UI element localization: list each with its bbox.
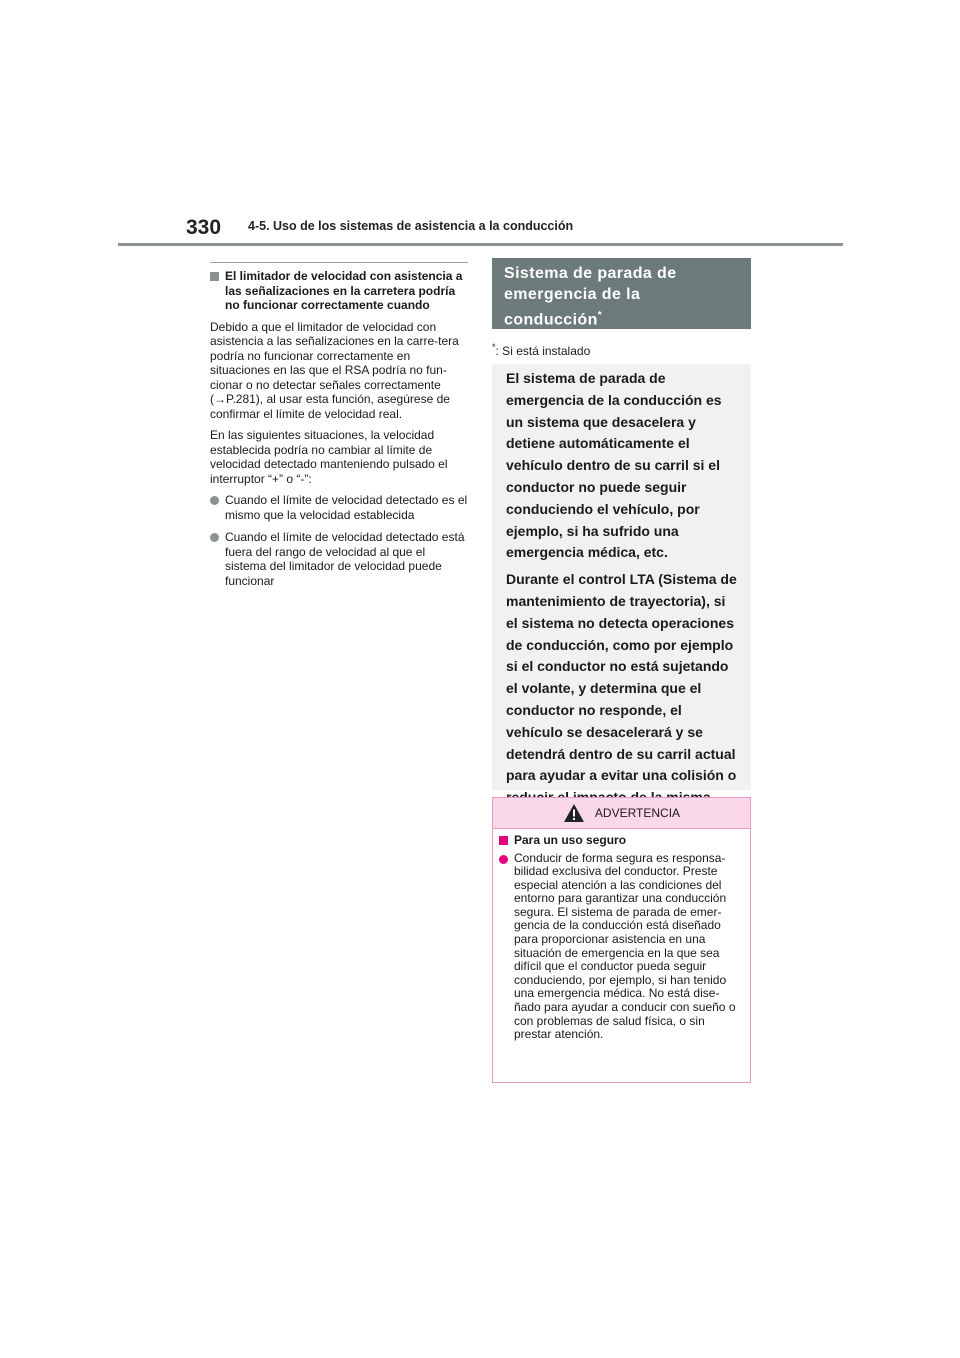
footnote-mark: * [597, 310, 603, 321]
square-marker-icon [210, 272, 219, 281]
sub-heading [210, 269, 468, 313]
warning-bullet [499, 852, 740, 1042]
left-top-rule [210, 262, 468, 263]
intro-box [492, 364, 751, 790]
intro-paragraph: Durante el control LTA (Sistema de mantenimiento de trayectoria), si el sistema no detecta operaciones de conducción, como por ejemplo si el conductor no está sujetando el volante, y determina que el conductor no responde, el vehículo se desacelerará y se detendrá dentro de su carril actual para ayudar a evitar una colisión o [506, 571, 737, 784]
warning-triangle-icon [563, 803, 585, 823]
bullet-item [210, 493, 468, 522]
page-number: 330 [186, 216, 222, 239]
bullet-dot-icon [210, 496, 219, 505]
section-title: 4-5. Uso de los sistemas de asistencia a la conducción [248, 219, 574, 233]
bullet-item [210, 530, 468, 588]
sub-heading-text: El limitador de velocidad con asistencia a las señalizaciones en la carretera podría no funcionar correctamente cuando [225, 269, 463, 312]
bullet-text: Cuando el límite de velocidad detectado está fuera del rango de velocidad al que el sistema del limitador de velocidad puede funcionar [225, 530, 465, 588]
bullet-dot-icon [210, 533, 219, 542]
footnote [492, 342, 590, 358]
square-marker-icon [499, 836, 508, 845]
header-rule [118, 243, 843, 246]
bullet-dot-icon [499, 855, 508, 864]
warning-subheading [499, 833, 740, 848]
warning-box [492, 797, 751, 1083]
bullet-text: Cuando el límite de velocidad detectado es el mismo que la velocidad establecida [225, 493, 468, 522]
footnote-text: : Si está instalado [495, 344, 591, 358]
section-heading: Sistema de parada de emergencia de la conducción [504, 265, 677, 329]
paragraph: En las siguientes situaciones, la velocidad establecida podría no cambiar al límite de velocidad detectado manteniendo pulsado el interruptor “+” o “-”: [210, 428, 448, 486]
intro-paragraph: El sistema de parada de emergencia de la conducción es un sistema que desacelera y detiene automáticamente el vehículo dentro de su carril si el conductor no puede seguir conduciendo el vehículo, por ejemplo, si ha sufrido una emergencia médica, etc. [506, 370, 722, 561]
section-heading-box [492, 258, 751, 329]
footnote-mark: * [492, 342, 496, 352]
warning-subheading-text: Para un uso seguro [514, 833, 627, 847]
warning-bullet-text: Conducir de forma segura es responsa-bilidad exclusiva del conductor. Preste especial atención a las condiciones del entorno para garantizar una conducción segura. El sistema de parada de emer-gencia de la conducción está diseñado para proporcionar asistencia en una situación de emergencia en la que sea difícil que el conductor pueda seguir conduciendo, por ejemplo, si han tenido una emergencia médica. No está dise-ñado para ayudar a conducir con sueño o con problemas de salud física, o sin prestar atención. [514, 850, 736, 1042]
left-column [210, 262, 468, 596]
paragraph: Debido a que el limitador de velocidad con asistencia a las señalizaciones en la carre-tera podría no funcionar correctamente en situaciones en las que el RSA podría no fun-cionar o no detectar señales correctamente (→P.281), al usar esta función, asegúrese de confirmar el límite de velocidad real. [210, 319, 459, 421]
warning-label: ADVERTENCIA [594, 806, 681, 820]
warning-body [493, 829, 750, 1042]
warning-header [493, 798, 750, 829]
